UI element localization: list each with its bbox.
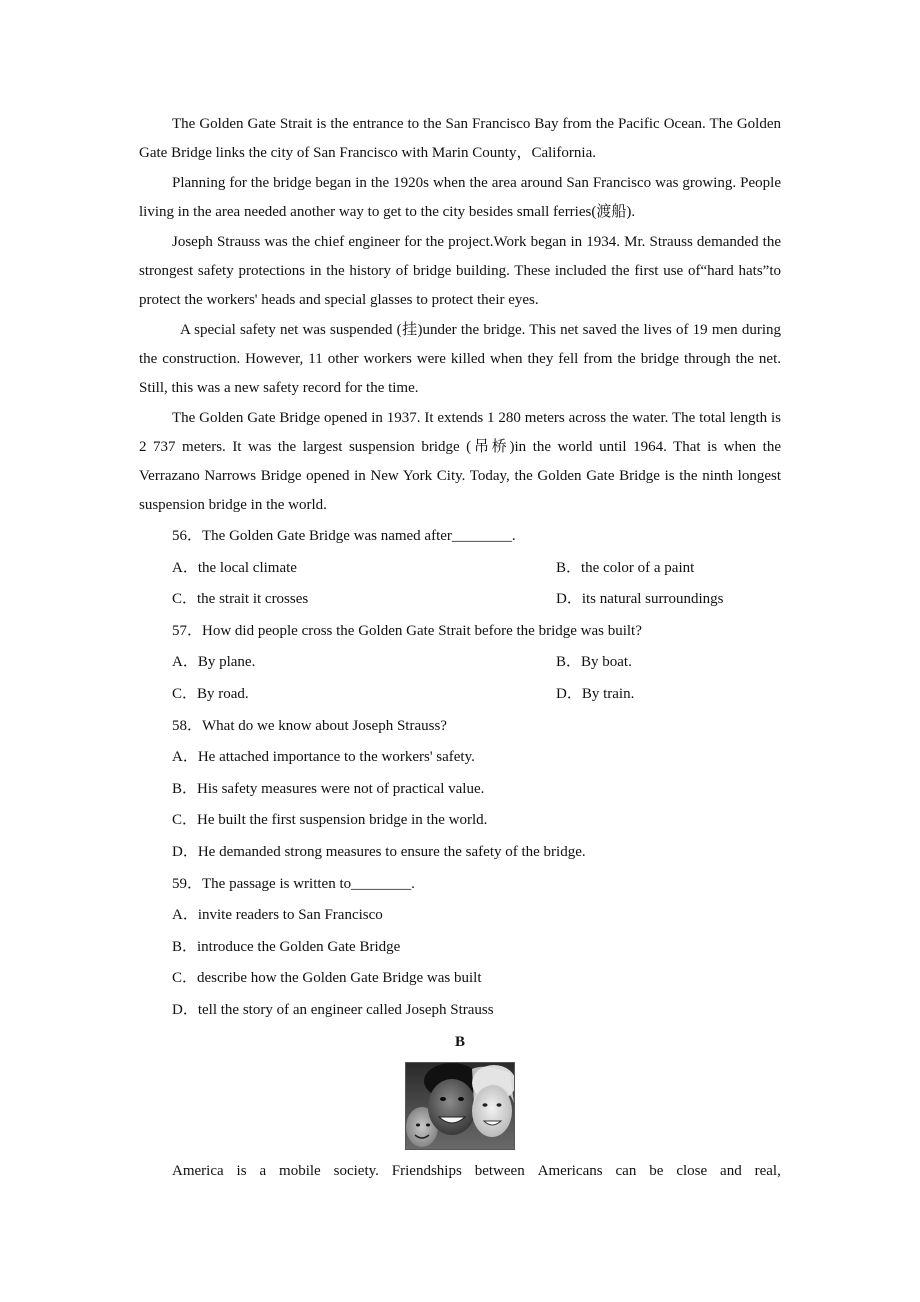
section-heading: B [454,1033,465,1050]
passage-paragraph-3: Joseph Strauss was the chief engineer for the project.Work began in 1934. Mr. Strauss demanded the strongest safety protections in the history of bridge building. These included the first use of“hard hats”to protect the workers' heads and special glasses to protect their eyes. [139,234,781,308]
passage-b-first-line [139,1156,781,1186]
question-stem: 58．What do we know about Joseph Strauss? [172,717,447,734]
children-photo [405,1062,515,1150]
word: society. [333,1162,379,1179]
passage-paragraph-5: The Golden Gate Bridge opened in 1937. It extends 1 280 meters across the water. The total length is 2 737 meters. It was the largest suspension bridge (吊桥)in the world until 1964. That is when the Verrazano Narrows Bridge opened in New York City. Today, the Golden Gate Bridge is the ninth longest suspension bridge in the world. [139,410,781,513]
option-c: C．the strait it crosses [172,591,309,608]
document-page [139,110,781,1186]
question-stem: 56．The Golden Gate Bridge was named after________. [172,528,516,544]
passage-paragraph-4: A special safety net was suspended (挂)under the bridge. This net saved the lives of 19 men during the construction. However, 11 other workers were killed when they fell from the bridge through the net. Still, this was a new safety record for the time. [139,322,781,396]
word: America [172,1162,224,1179]
question-58 [139,711,781,869]
passage-paragraph-2: Planning for the bridge began in the 1920s when the area around San Francisco was growing. People living in the area needed another way to get to the city besides small ferries(渡船). [139,175,781,220]
question-stem: 59．The passage is written to________. [172,875,415,892]
option-d: D．He demanded strong measures to ensure the safety of the bridge. [172,843,586,860]
option-row [139,584,781,616]
option-b: B．introduce the Golden Gate Bridge [172,938,401,955]
word: between [474,1162,525,1179]
option-b: B．His safety measures were not of practical value. [172,780,485,797]
option-a: A．the local climate [172,559,297,576]
passage-paragraph-1: The Golden Gate Strait is the entrance to the San Francisco Bay from the Pacific Ocean. The Golden Gate Bridge links the city of San Francisco with Marin County，California. [139,116,781,161]
option-d: D．By train. [556,685,635,702]
word: close [676,1162,708,1179]
option-d: D．its natural surroundings [556,591,724,608]
option-b: B．By boat. [556,654,632,671]
option-d: D．tell the story of an engineer called Joseph Strauss [172,1001,494,1018]
word: Americans [537,1162,603,1179]
question-56 [139,521,781,616]
option-a: A．invite readers to San Francisco [172,907,383,924]
option-a: A．By plane. [172,654,256,671]
option-a: A．He attached importance to the workers' safety. [172,749,475,766]
option-b: B．the color of a paint [556,559,695,576]
word: is [236,1162,247,1179]
option-c: C．He built the first suspension bridge in the world. [172,812,488,829]
question-59 [139,869,781,1027]
word: Friendships [391,1162,462,1179]
word: real, [754,1162,781,1179]
option-row [139,647,781,679]
option-row [139,679,781,711]
question-57 [139,616,781,711]
word: be [649,1162,664,1179]
option-c: C．describe how the Golden Gate Bridge was built [172,970,482,987]
word: can [615,1162,637,1179]
question-stem: 57．How did people cross the Golden Gate Strait before the bridge was built? [172,622,642,639]
passage-a [139,110,781,520]
word: a [259,1162,267,1179]
photo-container [139,1062,781,1150]
word: mobile [279,1162,321,1179]
option-c: C．By road. [172,685,249,702]
word: and [720,1162,742,1179]
option-row [139,553,781,585]
